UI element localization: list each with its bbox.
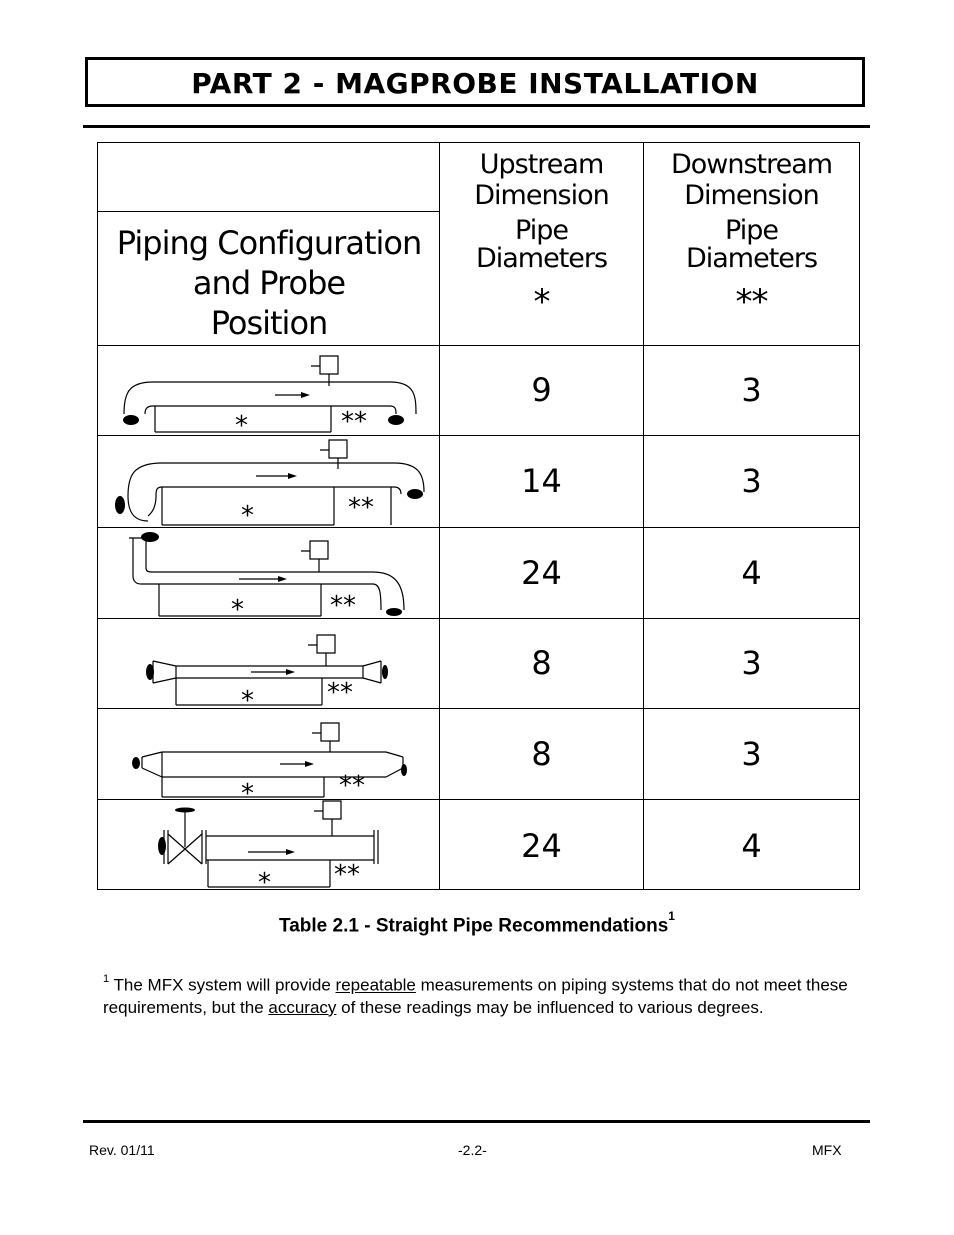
- caption-footnote-ref: 1: [668, 909, 675, 923]
- table-row: [644, 708, 859, 799]
- downstream-mark: **: [735, 282, 768, 322]
- header-line: and Probe: [192, 264, 346, 302]
- footnote-number: 1: [103, 973, 110, 985]
- downstream-mark: **: [339, 771, 365, 799]
- upstream-value: 8: [531, 735, 552, 773]
- table-row: [644, 618, 859, 708]
- upstream-mark: *: [258, 868, 271, 889]
- table-row: [440, 527, 643, 618]
- table-row: [440, 618, 643, 708]
- upstream-value: 14: [521, 462, 562, 500]
- upstream-mark: *: [241, 686, 254, 708]
- footnote-text: of these readings may be influenced to various degrees.: [336, 997, 764, 1017]
- page-title: PART 2 - MAGPROBE INSTALLATION: [191, 67, 759, 100]
- footnote-underlined-term: accuracy: [268, 997, 337, 1017]
- downstream-mark: **: [348, 493, 374, 523]
- table-row: [644, 435, 859, 527]
- upstream-mark: *: [235, 411, 248, 435]
- header-line: Diameters: [685, 243, 818, 274]
- pipe-diagram-valve: [98, 800, 440, 889]
- downstream-value: 3: [741, 462, 762, 500]
- footnote-text: The MFX system will provide: [109, 975, 336, 995]
- header-line: Dimension: [684, 180, 819, 211]
- downstream-value: 4: [741, 827, 762, 865]
- upstream-value: 9: [531, 371, 552, 409]
- downstream-mark: **: [330, 591, 356, 618]
- pipe-diagram-expander: [98, 709, 440, 799]
- upstream-header: [440, 149, 643, 322]
- header-line: Diameters: [475, 243, 608, 274]
- downstream-mark: **: [341, 407, 367, 435]
- table-row: [644, 345, 859, 435]
- upstream-mark: *: [533, 282, 550, 322]
- header-line: Position: [210, 304, 328, 342]
- pipe-diagram-reducer: [98, 619, 440, 708]
- pipe-diagram-elbows-out-of-plane: [98, 436, 440, 527]
- downstream-mark: **: [327, 678, 353, 708]
- footer-page-number: -2.2-: [458, 1142, 487, 1158]
- pipe-diagram-single-elbow: [98, 528, 440, 618]
- downstream-value: 3: [741, 735, 762, 773]
- downstream-value: 4: [741, 554, 762, 592]
- table-row: [440, 345, 643, 435]
- upstream-mark: *: [231, 595, 244, 618]
- table-row: [644, 799, 859, 889]
- page-title-box: [85, 57, 865, 107]
- footnote-text: measurements on piping systems that do not meet these requirements, but the: [103, 975, 848, 1017]
- downstream-mark: **: [334, 860, 360, 889]
- upstream-mark: *: [241, 501, 254, 527]
- upstream-mark: *: [241, 779, 254, 799]
- table-row: [644, 527, 859, 618]
- upstream-value: 24: [521, 554, 562, 592]
- header-line: Downstream: [670, 149, 833, 180]
- piping-configuration-header: [98, 223, 440, 343]
- pipe-diagram-elbows-same-plane: [98, 346, 440, 435]
- header-line: Pipe: [725, 215, 778, 246]
- footer-product: MFX: [812, 1142, 842, 1158]
- header-line: Pipe: [515, 215, 568, 246]
- caption-text: Table 2.1 - Straight Pipe Recommendations: [279, 915, 669, 937]
- footnote-underlined-term: repeatable: [335, 975, 416, 995]
- footnote: [103, 970, 883, 1019]
- header-divider: [98, 211, 440, 212]
- header-line: Piping Configuration: [116, 224, 422, 262]
- table-row: [440, 435, 643, 527]
- footer-revision: Rev. 01/11: [89, 1142, 155, 1158]
- top-rule: [83, 125, 870, 128]
- downstream-value: 3: [741, 371, 762, 409]
- downstream-value: 3: [741, 644, 762, 682]
- header-line: Upstream: [479, 149, 604, 180]
- bottom-rule: [83, 1120, 870, 1123]
- table-caption: [0, 909, 954, 937]
- straight-pipe-table: [97, 142, 860, 890]
- header-line: Dimension: [474, 180, 609, 211]
- upstream-value: 24: [521, 827, 562, 865]
- table-row: [440, 708, 643, 799]
- upstream-value: 8: [531, 644, 552, 682]
- table-row: [440, 799, 643, 889]
- downstream-header: [644, 149, 859, 322]
